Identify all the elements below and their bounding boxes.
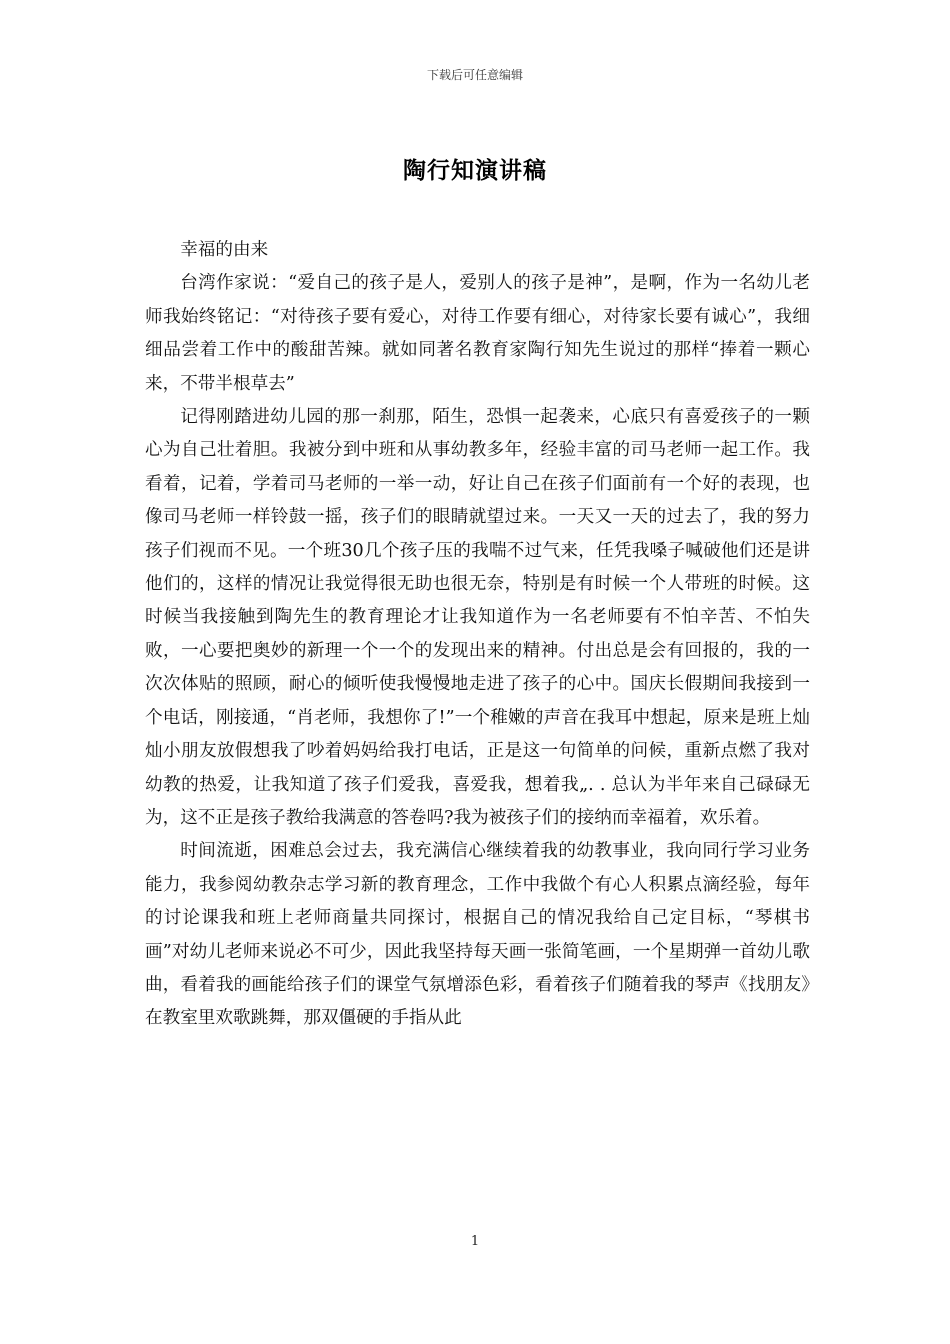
page-header: 下载后可任意编辑	[426, 68, 523, 82]
document-title: 陶行知演讲稿	[403, 157, 547, 184]
document-body	[145, 234, 810, 1036]
paragraph: 台湾作家说：“爱自己的孩子是人，爱别人的孩子是神”，是啊，作为一名幼儿老师我始终铭记：“对待孩子要有爱心，对待工作要有细心，对待家长要有诚心”，我细细品尝着工作中的酸甜苦辣。就如同著名教育家陶行知先生说过的那样“捧着一颗心来，不带半根草去”	[145, 273, 810, 394]
section-heading: 幸福的由来	[180, 240, 269, 260]
page-number: 1	[470, 1234, 480, 1249]
paragraph: 时间流逝，困难总会过去，我充满信心继续着我的幼教事业，我向同行学习业务能力，我参阅幼教杂志学习新的教育理念，工作中我做个有心人积累点滴经验，每年的讨论课我和班上老师商量共同探讨，根据自己的情况我给自己定目标，“琴棋书画”对幼儿老师来说必不可少，因此我坚持每天画一张简笔画，一个星期弹一首幼儿歌曲，看着我的画能给孩子们的课堂气氛增添色彩，看着孩子们随着我的琴声《找朋友》在教室里欢歌跳舞，那双僵硬的手指从此	[145, 841, 810, 1029]
paragraph: 记得刚踏进幼儿园的那一刹那，陌生，恐惧一起袭来，心底只有喜爱孩子的一颗心为自己壮着胆。我被分到中班和从事幼教多年，经验丰富的司马老师一起工作。我看着，记着，学着司马老师的一举一动，好让自己在孩子们面前有一个好的表现，也像司马老师一样铃鼓一摇，孩子们的眼睛就望过来。一天又一天的过去了，我的努力孩子们视而不见。一个班30几个孩子压的我喘不过气来，任凭我嗓子喊破他们还是讲他们的，这样的情况让我觉得很无助也很无奈，特别是有时候一个人带班的时候。这时候当我接触到陶先生的教育理论才让我知道作为一名老师要有不怕辛苦、不怕失败，一心要把奥妙的新理一个一个的发现出来的精神。付出总是会有回报的，我的一次次体贴的照顾，耐心的倾听使我慢慢地走进了孩子的心中。国庆长假期间我接到一个电话，刚接通，“肖老师，我想你了!”一个稚嫩的声音在我耳中想起，原来是班上灿灿小朋友放假想我了吵着妈妈给我打电话，正是这一句简单的问候，重新点燃了我对幼教的热爱，让我知道了孩子们爱我，喜爱我，想着我„. . 总认为半年来自己碌碌无为，这不正是孩子教给我满意的答卷吗?我为被孩子们的接纳而幸福着，欢乐着。	[145, 407, 810, 828]
